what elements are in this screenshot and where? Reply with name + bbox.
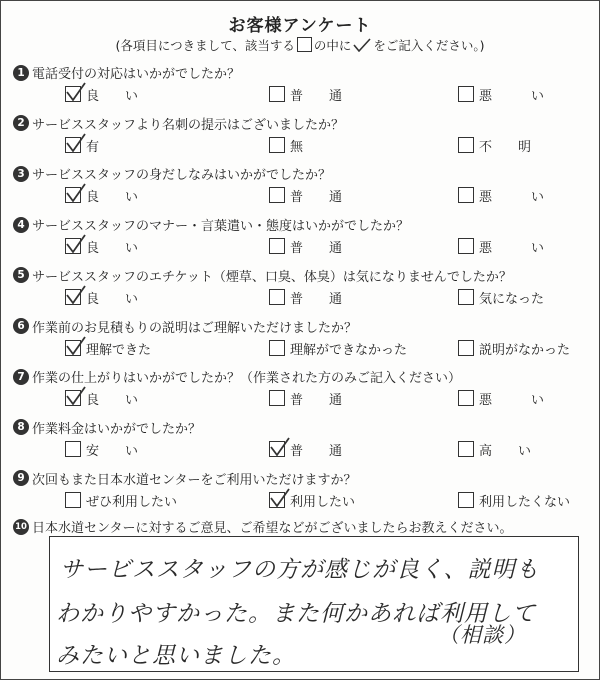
checkbox[interactable]: [269, 187, 285, 203]
question-2-header: [13, 114, 344, 132]
checkmark-icon: [65, 81, 87, 103]
question-number-badge: 1: [13, 65, 29, 81]
checkmark-icon: [65, 233, 87, 255]
checkbox[interactable]: [269, 86, 285, 102]
question-1-header: [13, 63, 240, 81]
option-label: 不 明: [479, 139, 532, 155]
checkbox[interactable]: [269, 137, 285, 153]
option-label: 説明がなかった: [479, 342, 571, 358]
question-3-header: [13, 164, 331, 182]
option-label: 良 い: [86, 190, 139, 206]
checkmark-icon: [65, 132, 87, 154]
option-label: 良 い: [86, 291, 139, 307]
question-2: [13, 114, 591, 164]
question-1-text: 電話受付の対応はいかがでしたか？: [32, 67, 241, 82]
question-7-text: 作業の仕上がりはいかがでしたか？（作業された方のみご記入ください）: [32, 371, 462, 387]
question-2-text: サービススタッフより名刺の提示はございましたか？: [32, 117, 345, 133]
question-10-header: [13, 517, 512, 535]
question-8: [13, 418, 591, 468]
question-7-header: [13, 367, 461, 385]
option-label: 有: [86, 139, 100, 155]
checkmark-icon: [353, 38, 371, 52]
option-label: 理解できた: [86, 342, 152, 358]
checkbox[interactable]: [269, 441, 285, 457]
checkbox[interactable]: [65, 238, 81, 254]
checkmark-icon: [65, 385, 87, 407]
option-label: 悪 い: [479, 190, 545, 206]
option-label: 理解ができなかった: [290, 342, 408, 358]
question-8-text: 作業料金はいかがでしたか？: [32, 421, 202, 437]
option-label: 高 い: [479, 443, 532, 459]
checkmark-icon: [269, 487, 291, 509]
option-label: 普 通: [290, 190, 343, 206]
question-9: [13, 469, 591, 519]
question-number-badge: 3: [13, 166, 29, 182]
question-number-badge: 6: [13, 318, 29, 334]
form-title: お客様アンケート: [228, 16, 372, 36]
question-5-text: サービススタッフのエチケット（煙草、口臭、体臭）は気になりませんでしたか？: [32, 269, 512, 285]
form-instruction: [1, 36, 599, 54]
checkmark-icon: [65, 335, 87, 357]
handwritten-line-2: わかりやすかった。また何かあれば利用して: [56, 601, 536, 627]
option-label: 無: [290, 139, 304, 155]
option-label: 普 通: [290, 291, 343, 307]
checkbox[interactable]: [65, 340, 81, 356]
checkbox[interactable]: [65, 137, 81, 153]
option-label: 良 い: [86, 393, 139, 409]
question-5-header: [13, 266, 512, 284]
checkbox[interactable]: [269, 238, 285, 254]
option-label: 良 い: [86, 241, 139, 257]
option-label: 良 い: [86, 89, 139, 104]
option-label: 利用したい: [290, 494, 356, 510]
question-6-header: [13, 317, 357, 335]
question-number-badge: 8: [13, 419, 29, 435]
question-number-badge: 2: [13, 115, 29, 131]
instruction-suffix: をご記入ください。): [373, 38, 485, 53]
question-number-badge: 9: [13, 470, 29, 486]
checkbox[interactable]: [458, 390, 474, 406]
checkbox[interactable]: [269, 340, 285, 356]
question-6-text: 作業前のお見積もりの説明はご理解いただけましたか？: [32, 320, 358, 336]
checkbox[interactable]: [458, 187, 474, 203]
question-9-header: [13, 469, 356, 487]
question-1: [13, 63, 591, 113]
question-5: [13, 266, 591, 316]
question-3: [13, 164, 591, 214]
option-label: 気になった: [479, 291, 545, 307]
checkbox[interactable]: [458, 492, 474, 508]
option-label: 普 通: [290, 89, 343, 104]
checkbox[interactable]: [458, 289, 474, 305]
option-label: 悪 い: [479, 241, 545, 257]
checkmark-icon: [269, 436, 291, 458]
question-3-text: サービススタッフの身だしなみはいかがでしたか？: [32, 168, 332, 184]
handwritten-line-3: みたいと思いました。: [56, 643, 296, 669]
instruction-checkbox-sample: [297, 37, 312, 52]
question-number-badge: 4: [13, 217, 29, 233]
question-number-badge: 7: [13, 369, 29, 385]
handwritten-line-1: サービススタッフの方が感じが良く、説明も: [60, 557, 540, 583]
checkbox[interactable]: [458, 441, 474, 457]
question-6: [13, 317, 591, 367]
option-label: 普 通: [290, 393, 343, 409]
instruction-middle: の中に: [313, 38, 352, 53]
question-4-text: サービススタッフのマナー・言葉遣い・態度はいかがでしたか？: [32, 219, 410, 235]
question-10-text: 日本水道センターに対するご意見、ご希望などがございましたらお教えください。: [32, 521, 513, 536]
checkbox[interactable]: [458, 137, 474, 153]
question-4: [13, 215, 591, 265]
checkbox[interactable]: [65, 289, 81, 305]
checkbox[interactable]: [65, 187, 81, 203]
checkmark-icon: [65, 284, 87, 306]
checkbox[interactable]: [65, 492, 81, 508]
comment-box[interactable]: [49, 536, 579, 672]
handwritten-note: （相談）: [438, 623, 526, 647]
checkbox[interactable]: [458, 238, 474, 254]
option-label: ぜひ利用したい: [86, 494, 178, 510]
option-label: 利用したくない: [479, 494, 571, 510]
checkbox[interactable]: [269, 390, 285, 406]
option-label: 普 通: [290, 241, 343, 257]
question-9-text: 次回もまた日本水道センターをご利用いただけますか？: [32, 472, 357, 488]
checkbox[interactable]: [65, 441, 81, 457]
option-label: 安 い: [86, 443, 139, 459]
option-label: 悪 い: [479, 393, 545, 409]
checkbox[interactable]: [458, 86, 474, 102]
question-number-badge: 5: [13, 267, 29, 283]
question-number-badge: 10: [13, 519, 29, 535]
checkbox[interactable]: [65, 390, 81, 406]
checkbox[interactable]: [269, 492, 285, 508]
question-7: [13, 367, 591, 417]
checkbox[interactable]: [458, 340, 474, 356]
checkmark-icon: [65, 182, 87, 204]
option-label: 悪 い: [479, 89, 545, 104]
checkbox[interactable]: [269, 289, 285, 305]
question-8-header: [13, 418, 201, 436]
question-4-header: [13, 215, 409, 233]
option-label: 普 通: [290, 443, 343, 459]
checkbox[interactable]: [65, 86, 81, 102]
instruction-prefix: (各項目につきまして、該当する: [115, 38, 295, 53]
